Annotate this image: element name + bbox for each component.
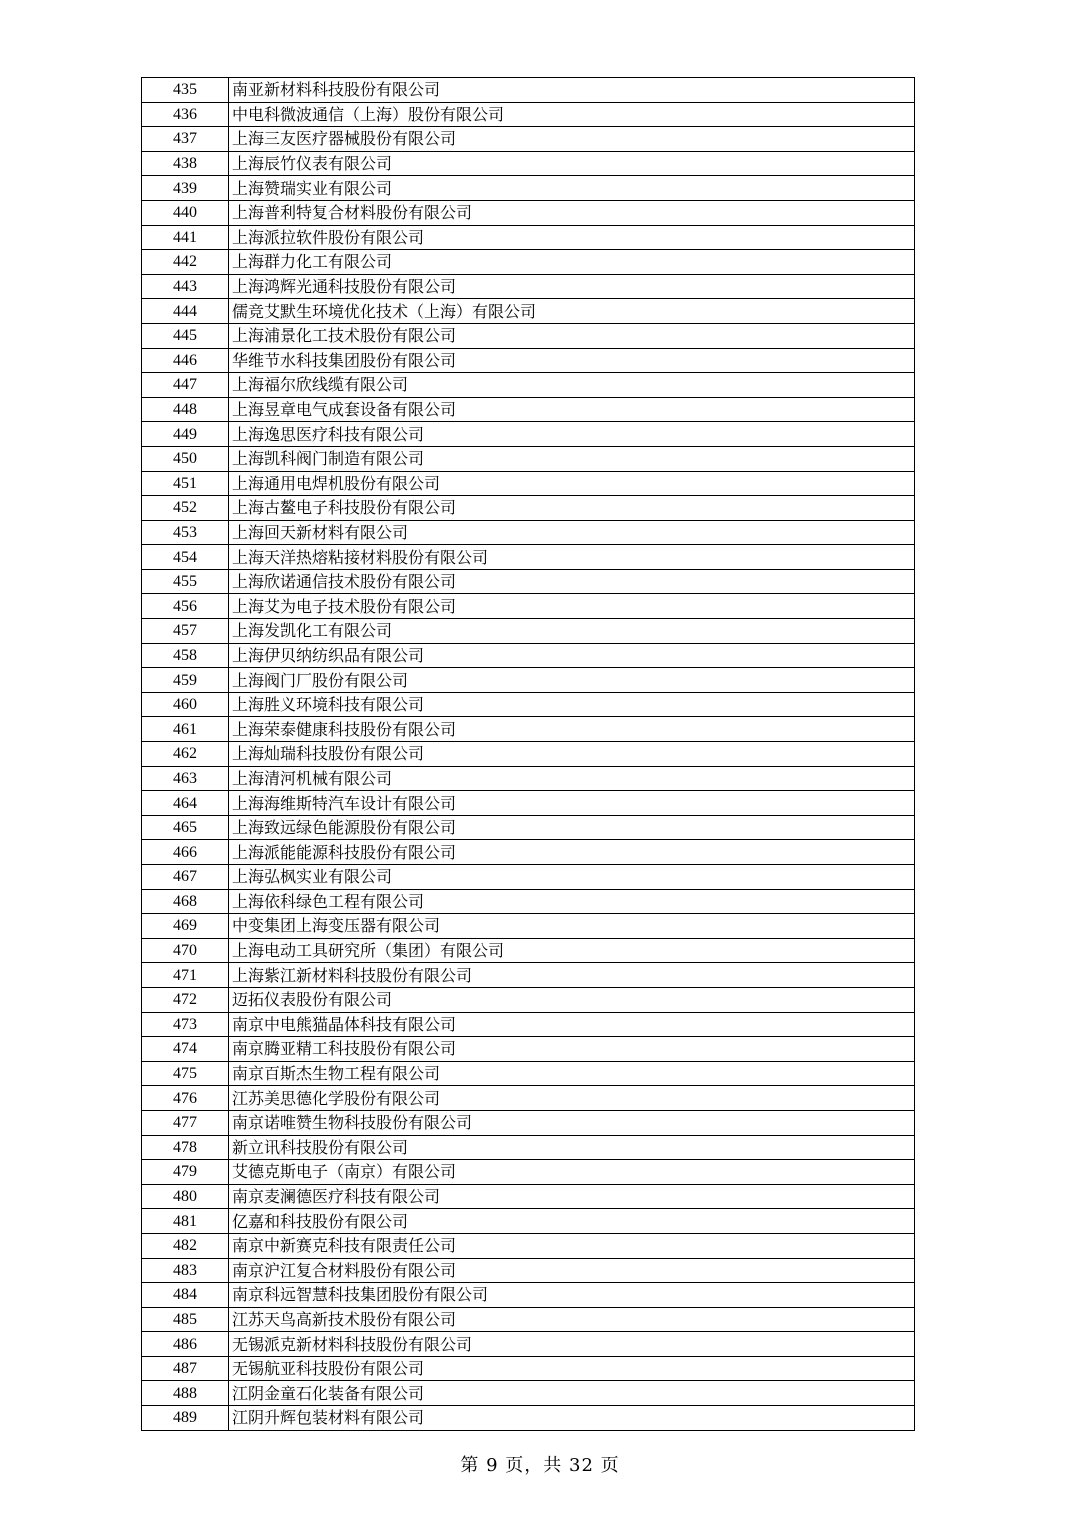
row-number: 441 (142, 225, 229, 250)
row-number: 462 (142, 742, 229, 767)
row-number: 449 (142, 422, 229, 447)
company-name: 上海胜义环境科技有限公司 (229, 692, 915, 717)
row-number: 439 (142, 176, 229, 201)
company-name: 上海群力化工有限公司 (229, 250, 915, 275)
company-name: 无锡航亚科技股份有限公司 (229, 1356, 915, 1381)
table-row (142, 471, 915, 496)
row-number: 469 (142, 914, 229, 939)
row-number: 473 (142, 1012, 229, 1037)
company-name: 上海赞瑞实业有限公司 (229, 176, 915, 201)
row-number: 445 (142, 323, 229, 348)
row-number: 489 (142, 1406, 229, 1431)
company-name: 亿嘉和科技股份有限公司 (229, 1209, 915, 1234)
company-name: 上海欣诺通信技术股份有限公司 (229, 569, 915, 594)
table-row (142, 1209, 915, 1234)
row-number: 468 (142, 889, 229, 914)
row-number: 455 (142, 569, 229, 594)
company-name: 上海凯科阀门制造有限公司 (229, 446, 915, 471)
row-number: 446 (142, 348, 229, 373)
company-name: 上海伊贝纳纺织品有限公司 (229, 643, 915, 668)
table-row (142, 1184, 915, 1209)
company-name: 上海天洋热熔粘接材料股份有限公司 (229, 545, 915, 570)
company-list-body (142, 78, 915, 1431)
company-name: 上海灿瑞科技股份有限公司 (229, 742, 915, 767)
company-name: 江阴金童石化装备有限公司 (229, 1381, 915, 1406)
table-row (142, 151, 915, 176)
company-name: 上海荣泰健康科技股份有限公司 (229, 717, 915, 742)
company-name: 上海电动工具研究所（集团）有限公司 (229, 938, 915, 963)
company-name: 上海古鳌电子科技股份有限公司 (229, 496, 915, 521)
row-number: 464 (142, 791, 229, 816)
table-row (142, 1037, 915, 1062)
row-number: 475 (142, 1061, 229, 1086)
table-row (142, 397, 915, 422)
company-name: 江阴升辉包装材料有限公司 (229, 1406, 915, 1431)
row-number: 444 (142, 299, 229, 324)
company-name: 上海鸿辉光通科技股份有限公司 (229, 274, 915, 299)
row-number: 438 (142, 151, 229, 176)
row-number: 450 (142, 446, 229, 471)
table-row (142, 1086, 915, 1111)
company-name: 上海逸思医疗科技有限公司 (229, 422, 915, 447)
table-row (142, 78, 915, 103)
company-name: 江苏美思德化学股份有限公司 (229, 1086, 915, 1111)
table-row (142, 250, 915, 275)
table-row (142, 422, 915, 447)
table-row (142, 742, 915, 767)
table-row (142, 619, 915, 644)
table-row (142, 914, 915, 939)
table-row (142, 1061, 915, 1086)
row-number: 437 (142, 127, 229, 152)
row-number: 472 (142, 987, 229, 1012)
row-number: 467 (142, 865, 229, 890)
row-number: 447 (142, 373, 229, 398)
row-number: 477 (142, 1110, 229, 1135)
company-name: 迈拓仪表股份有限公司 (229, 987, 915, 1012)
row-number: 451 (142, 471, 229, 496)
company-name: 上海派能能源科技股份有限公司 (229, 840, 915, 865)
row-number: 459 (142, 668, 229, 693)
company-name: 南京麦澜德医疗科技有限公司 (229, 1184, 915, 1209)
company-name: 上海福尔欣线缆有限公司 (229, 373, 915, 398)
row-number: 463 (142, 766, 229, 791)
table-row (142, 446, 915, 471)
table-row (142, 963, 915, 988)
table-row (142, 1135, 915, 1160)
company-name: 上海艾为电子技术股份有限公司 (229, 594, 915, 619)
table-row (142, 594, 915, 619)
company-list-table (141, 77, 915, 1431)
table-row (142, 102, 915, 127)
table-row (142, 520, 915, 545)
table-row (142, 496, 915, 521)
company-name: 艾德克斯电子（南京）有限公司 (229, 1160, 915, 1185)
company-name: 上海三友医疗器械股份有限公司 (229, 127, 915, 152)
company-name: 上海辰竹仪表有限公司 (229, 151, 915, 176)
table-row (142, 938, 915, 963)
company-name: 南京百斯杰生物工程有限公司 (229, 1061, 915, 1086)
company-name: 南京诺唯赞生物科技股份有限公司 (229, 1110, 915, 1135)
table-row (142, 323, 915, 348)
row-number: 458 (142, 643, 229, 668)
table-row (142, 348, 915, 373)
company-name: 南亚新材料科技股份有限公司 (229, 78, 915, 103)
row-number: 443 (142, 274, 229, 299)
row-number: 471 (142, 963, 229, 988)
company-name: 上海派拉软件股份有限公司 (229, 225, 915, 250)
company-name: 上海阀门厂股份有限公司 (229, 668, 915, 693)
row-number: 486 (142, 1332, 229, 1357)
row-number: 476 (142, 1086, 229, 1111)
company-name: 无锡派克新材料科技股份有限公司 (229, 1332, 915, 1357)
row-number: 470 (142, 938, 229, 963)
row-number: 435 (142, 78, 229, 103)
table-row (142, 717, 915, 742)
company-name: 上海浦景化工技术股份有限公司 (229, 323, 915, 348)
company-name: 上海海维斯特汽车设计有限公司 (229, 791, 915, 816)
table-row (142, 1012, 915, 1037)
row-number: 483 (142, 1258, 229, 1283)
table-row (142, 1283, 915, 1308)
company-name: 上海普利特复合材料股份有限公司 (229, 200, 915, 225)
table-row (142, 373, 915, 398)
row-number: 440 (142, 200, 229, 225)
table-row (142, 1381, 915, 1406)
row-number: 478 (142, 1135, 229, 1160)
table-row (142, 545, 915, 570)
table-row (142, 1258, 915, 1283)
company-name: 新立讯科技股份有限公司 (229, 1135, 915, 1160)
row-number: 436 (142, 102, 229, 127)
company-name: 上海致远绿色能源股份有限公司 (229, 815, 915, 840)
row-number: 460 (142, 692, 229, 717)
row-number: 484 (142, 1283, 229, 1308)
table-row (142, 176, 915, 201)
table-row (142, 865, 915, 890)
company-name: 上海昱章电气成套设备有限公司 (229, 397, 915, 422)
company-name: 上海发凯化工有限公司 (229, 619, 915, 644)
company-name: 上海紫江新材料科技股份有限公司 (229, 963, 915, 988)
table-row (142, 225, 915, 250)
row-number: 466 (142, 840, 229, 865)
row-number: 479 (142, 1160, 229, 1185)
table-row (142, 1110, 915, 1135)
company-name: 南京沪江复合材料股份有限公司 (229, 1258, 915, 1283)
table-row (142, 1406, 915, 1431)
company-name: 上海回天新材料有限公司 (229, 520, 915, 545)
company-name: 南京中电熊猫晶体科技有限公司 (229, 1012, 915, 1037)
table-row (142, 1332, 915, 1357)
company-name: 儒竞艾默生环境优化技术（上海）有限公司 (229, 299, 915, 324)
table-row (142, 127, 915, 152)
row-number: 442 (142, 250, 229, 275)
table-row (142, 643, 915, 668)
table-row (142, 1233, 915, 1258)
table-row (142, 299, 915, 324)
row-number: 454 (142, 545, 229, 570)
row-number: 485 (142, 1307, 229, 1332)
table-row (142, 791, 915, 816)
row-number: 481 (142, 1209, 229, 1234)
company-name: 上海依科绿色工程有限公司 (229, 889, 915, 914)
table-row (142, 889, 915, 914)
table-row (142, 692, 915, 717)
table-row (142, 840, 915, 865)
company-name: 上海清河机械有限公司 (229, 766, 915, 791)
table-row (142, 987, 915, 1012)
table-row (142, 1307, 915, 1332)
table-row (142, 200, 915, 225)
row-number: 456 (142, 594, 229, 619)
table-row (142, 815, 915, 840)
row-number: 461 (142, 717, 229, 742)
company-name: 南京腾亚精工科技股份有限公司 (229, 1037, 915, 1062)
row-number: 488 (142, 1381, 229, 1406)
row-number: 465 (142, 815, 229, 840)
company-name: 南京中新赛克科技有限责任公司 (229, 1233, 915, 1258)
row-number: 487 (142, 1356, 229, 1381)
company-name: 江苏天鸟高新技术股份有限公司 (229, 1307, 915, 1332)
company-name: 上海通用电焊机股份有限公司 (229, 471, 915, 496)
company-name: 中电科微波通信（上海）股份有限公司 (229, 102, 915, 127)
row-number: 474 (142, 1037, 229, 1062)
page-footer: 第 9 页，共 32 页 (460, 1455, 620, 1476)
table-row (142, 668, 915, 693)
row-number: 448 (142, 397, 229, 422)
row-number: 457 (142, 619, 229, 644)
company-name: 中变集团上海变压器有限公司 (229, 914, 915, 939)
row-number: 480 (142, 1184, 229, 1209)
table-row (142, 569, 915, 594)
row-number: 482 (142, 1233, 229, 1258)
table-row (142, 1356, 915, 1381)
table-row (142, 274, 915, 299)
row-number: 453 (142, 520, 229, 545)
table-row (142, 1160, 915, 1185)
company-name: 上海弘枫实业有限公司 (229, 865, 915, 890)
company-name: 南京科远智慧科技集团股份有限公司 (229, 1283, 915, 1308)
row-number: 452 (142, 496, 229, 521)
company-name: 华维节水科技集团股份有限公司 (229, 348, 915, 373)
table-row (142, 766, 915, 791)
